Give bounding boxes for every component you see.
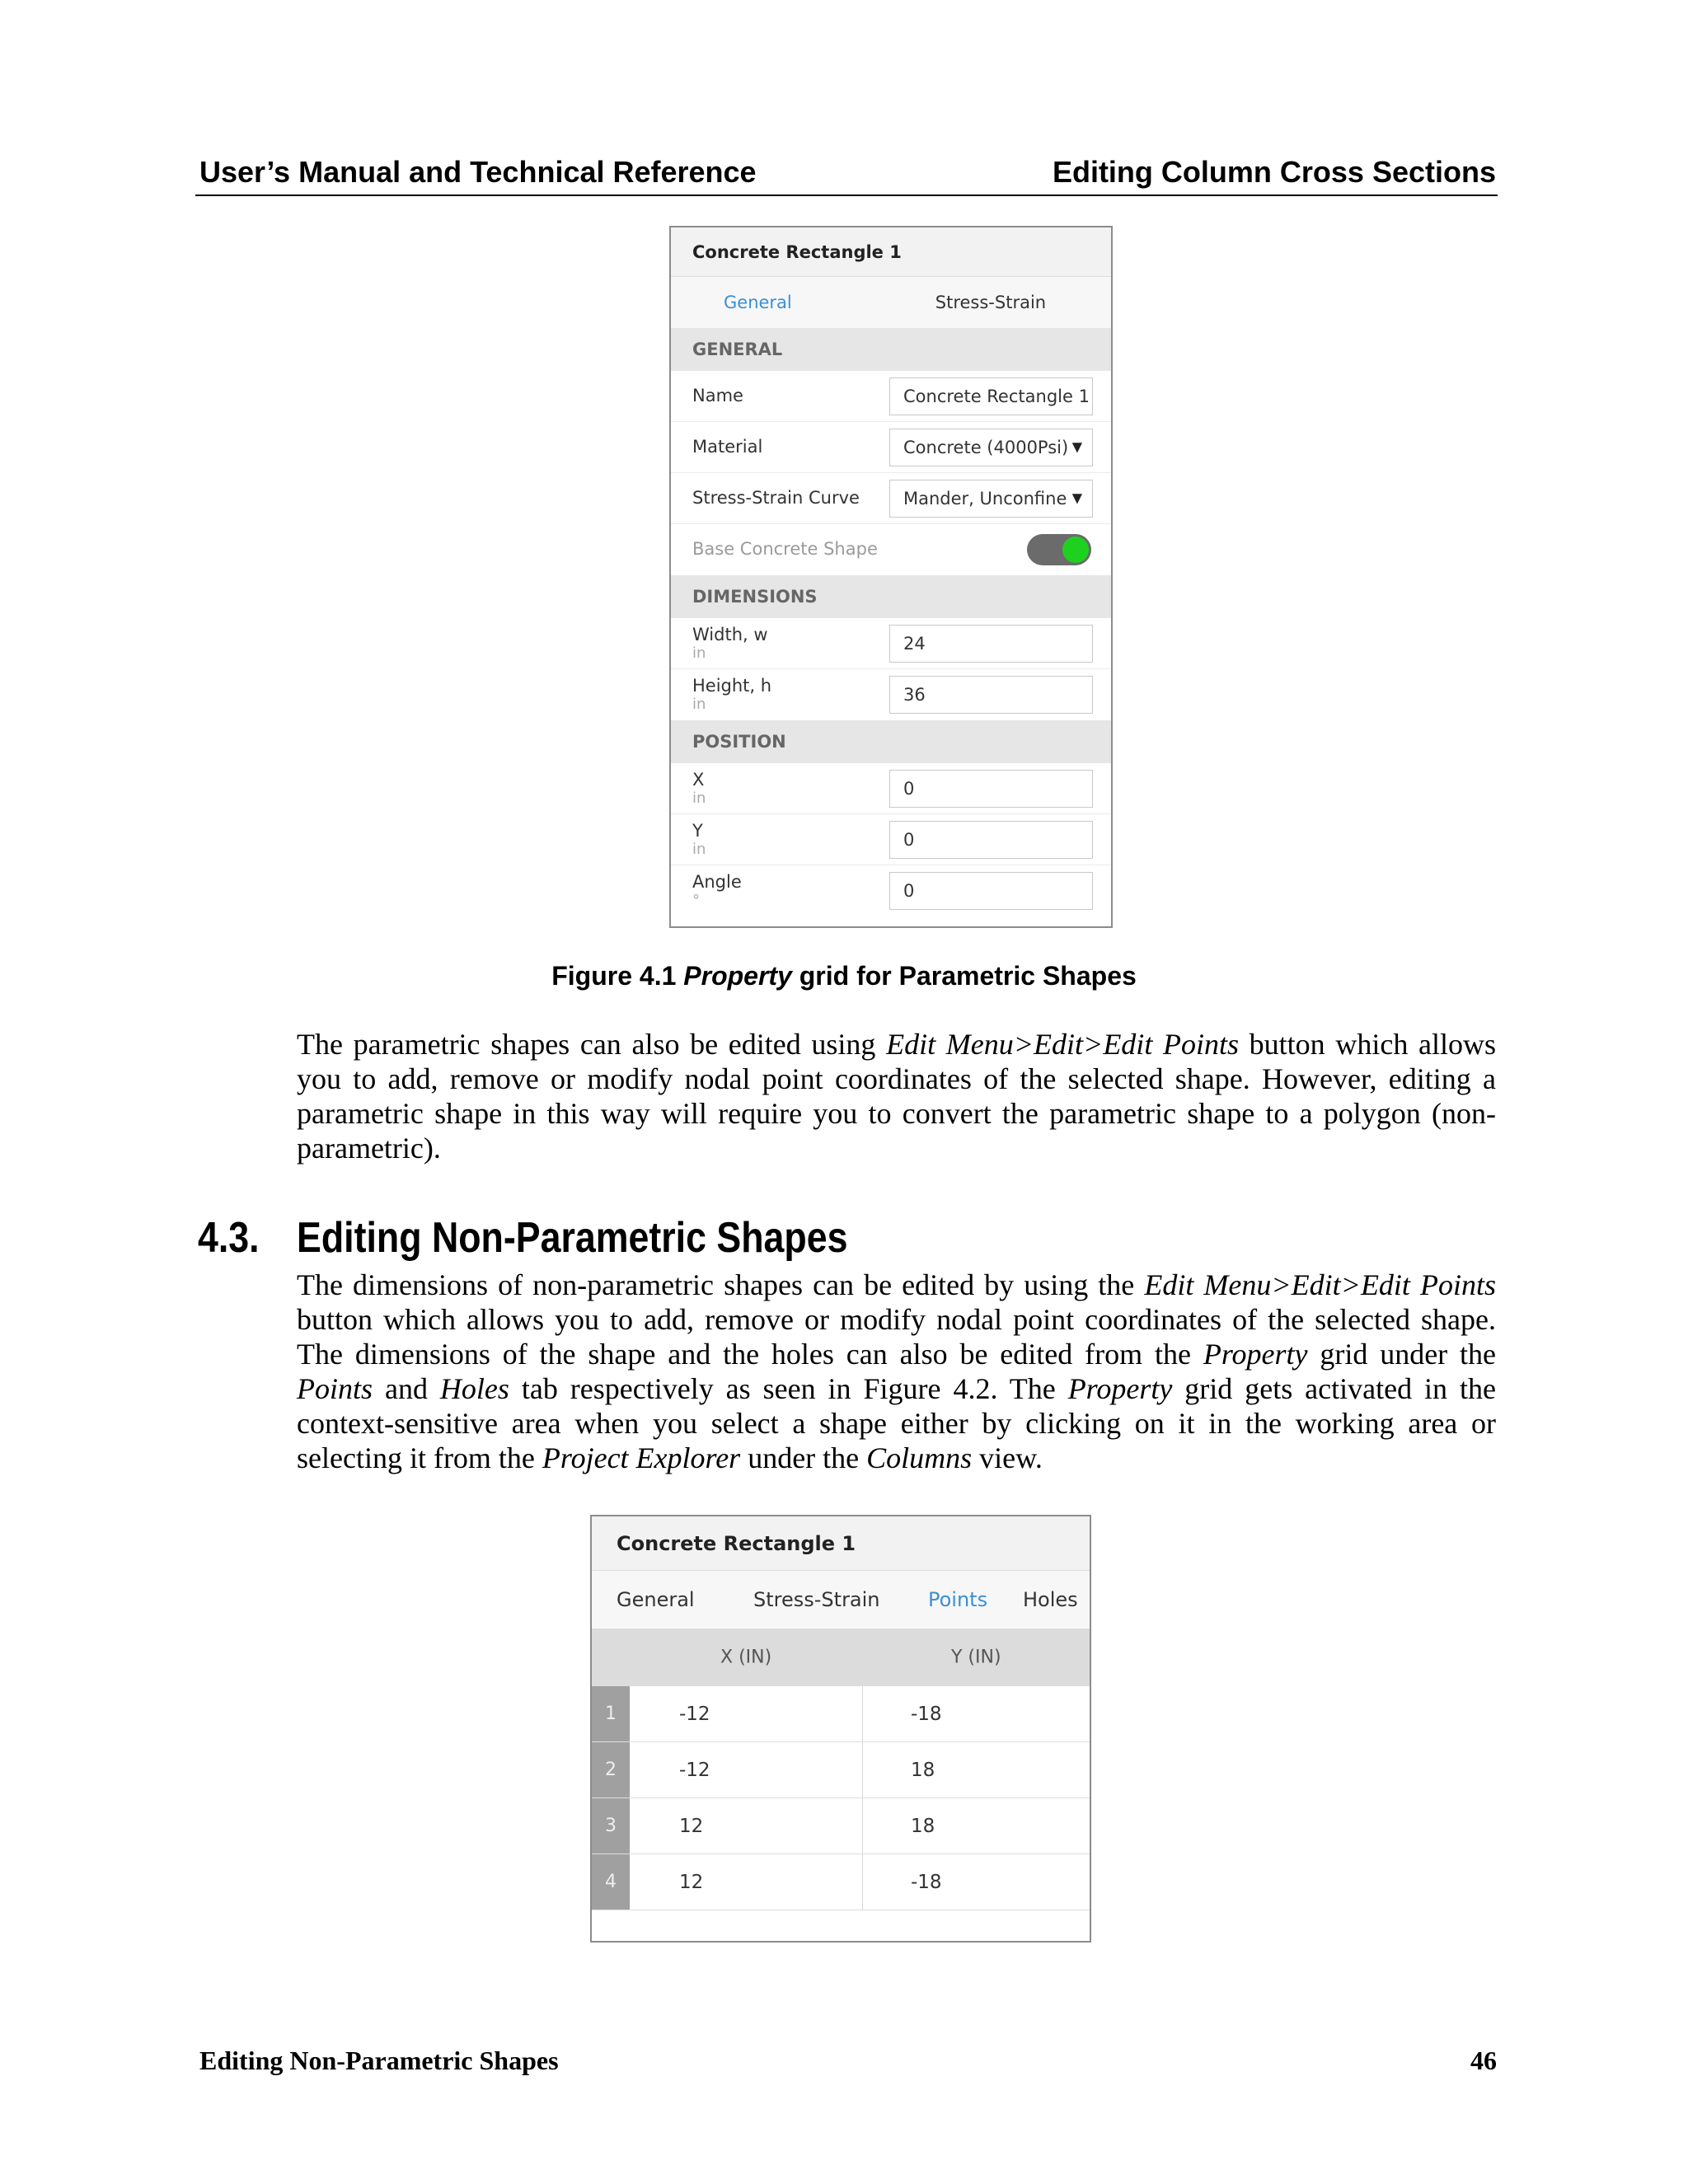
section-position: POSITION (671, 720, 1111, 763)
row-index: 1 (592, 1686, 630, 1741)
panel-title: Concrete Rectangle 1 (671, 227, 1111, 277)
text: grid gets activated in the context-sensitive area when you select a shape either by clicking on it in the working area or selecting it from the (297, 1372, 1496, 1474)
text: and (373, 1372, 440, 1405)
term: Holes (439, 1372, 509, 1405)
width-label: Width, w (692, 625, 768, 644)
figure-4-1-caption (0, 961, 1688, 991)
cell-x[interactable]: 12 (679, 1815, 704, 1837)
table-row[interactable] (592, 1798, 1090, 1854)
tab-stress-strain[interactable]: Stress-Strain (935, 293, 1047, 312)
height-label: Height, h (692, 676, 772, 696)
term: Project Explorer (542, 1441, 741, 1474)
row-x (671, 763, 1111, 814)
angle-input[interactable]: 0 (889, 872, 1093, 910)
running-footer: Editing Non-Parametric Shapes (199, 2046, 559, 2075)
row-base-concrete-shape (671, 524, 1111, 575)
x-input[interactable]: 0 (889, 770, 1093, 808)
menu-path: Edit Menu>Edit>Edit Points (886, 1028, 1239, 1061)
tab-general[interactable]: General (617, 1588, 695, 1611)
tab-stress-strain[interactable]: Stress-Strain (753, 1588, 880, 1611)
row-height (671, 669, 1111, 720)
table-header (592, 1629, 1090, 1686)
stress-strain-curve-value: Mander, Unconfine (903, 489, 1067, 509)
material-value: Concrete (4000Psi) (903, 438, 1069, 457)
row-index: 3 (592, 1798, 630, 1854)
section-general: GENERAL (671, 328, 1111, 371)
material-label: Material (692, 437, 763, 457)
height-input[interactable]: 36 (889, 676, 1093, 714)
angle-unit: ° (692, 892, 700, 909)
cell-y[interactable]: 18 (911, 1815, 935, 1837)
section-title: Editing Non-Parametric Shapes (297, 1214, 848, 1262)
column-divider (862, 1798, 863, 1854)
text: The parametric shapes can also be edited using (297, 1028, 887, 1061)
stress-strain-curve-select[interactable] (889, 480, 1093, 518)
caption-suffix: grid for Parametric Shapes (791, 961, 1137, 991)
y-label: Y (692, 821, 703, 841)
angle-label: Angle (692, 872, 742, 892)
text: tab respectively as seen in Figure 4.2. The (509, 1372, 1068, 1405)
row-y (671, 814, 1111, 865)
width-input[interactable]: 24 (889, 625, 1093, 663)
paragraph-non-parametric (297, 1268, 1496, 1475)
caption-italic: Property (683, 961, 792, 991)
section-dimensions: DIMENSIONS (671, 575, 1111, 618)
text: button which allows you to add, remove or modify nodal point coordinates of the selected shape. The dimensions of the shape and the holes can also be edited from the (297, 1303, 1496, 1371)
row-index: 4 (592, 1854, 630, 1910)
figure-4-2-points-grid (590, 1515, 1091, 1943)
cell-y[interactable]: 18 (911, 1759, 935, 1781)
column-divider (862, 1686, 863, 1741)
y-input[interactable]: 0 (889, 821, 1093, 859)
text: view. (972, 1441, 1043, 1474)
name-input[interactable]: Concrete Rectangle 1 (889, 377, 1093, 415)
row-material (671, 422, 1111, 473)
cell-x[interactable]: -12 (679, 1703, 710, 1725)
term: Points (297, 1372, 373, 1405)
cell-y[interactable]: -18 (911, 1871, 942, 1893)
row-index: 2 (592, 1742, 630, 1797)
caption-prefix: Figure 4.1 (551, 961, 684, 991)
name-label: Name (692, 386, 743, 405)
height-unit: in (692, 696, 706, 713)
term: Columns (866, 1441, 973, 1474)
running-header-right: Editing Column Cross Sections (1052, 155, 1496, 189)
text: The dimensions of non-parametric shapes can be edited by using the (297, 1268, 1145, 1301)
panel-title: Concrete Rectangle 1 (592, 1516, 1090, 1571)
x-unit: in (692, 790, 706, 807)
x-label: X (692, 770, 705, 790)
cell-x[interactable]: -12 (679, 1759, 710, 1781)
term: Property (1203, 1338, 1308, 1371)
row-name (671, 371, 1111, 422)
base-concrete-shape-label: Base Concrete Shape (692, 539, 878, 559)
width-unit: in (692, 644, 706, 662)
column-header-x: X (IN) (720, 1647, 772, 1668)
column-divider (862, 1742, 863, 1797)
stress-strain-curve-label: Stress-Strain Curve (692, 488, 860, 508)
y-unit: in (692, 841, 706, 858)
text: button which allows you to add, remove or modify nodal point coordinates of the selected shape. However, editing a parametric shape in this way will require you to convert the parametric shape to a polygon (non-parametric). (297, 1028, 1496, 1165)
running-header-left: User’s Manual and Technical Reference (199, 155, 757, 189)
text: grid under the (1307, 1338, 1497, 1371)
text: under the (740, 1441, 867, 1474)
panel-tabs (592, 1571, 1090, 1629)
row-stress-strain-curve (671, 473, 1111, 524)
panel-tabs (671, 277, 1111, 328)
tab-holes[interactable]: Holes (1023, 1588, 1078, 1611)
table-row[interactable] (592, 1742, 1090, 1798)
toggle-knob (1062, 537, 1089, 563)
table-row[interactable] (592, 1854, 1090, 1910)
section-number: 4.3. (198, 1214, 260, 1262)
table-row[interactable] (592, 1686, 1090, 1742)
cell-x[interactable]: 12 (679, 1871, 704, 1893)
paragraph-edit-points (297, 1027, 1496, 1165)
figure-4-1-property-grid (669, 226, 1113, 928)
chevron-down-icon: ▼ (1071, 438, 1082, 455)
chevron-down-icon: ▼ (1071, 490, 1082, 506)
row-angle (671, 865, 1111, 916)
menu-path: Edit Menu>Edit>Edit Points (1144, 1268, 1496, 1301)
tab-general[interactable]: General (724, 293, 792, 312)
term: Property (1067, 1372, 1173, 1405)
tab-points[interactable]: Points (928, 1588, 988, 1611)
header-rule (195, 194, 1498, 196)
cell-y[interactable]: -18 (911, 1703, 942, 1725)
page-number: 46 (1470, 2046, 1497, 2075)
column-divider (862, 1854, 863, 1910)
column-header-y: Y (IN) (951, 1647, 1001, 1668)
material-select[interactable] (889, 429, 1093, 466)
base-concrete-shape-toggle[interactable] (1027, 534, 1091, 565)
row-width (671, 618, 1111, 669)
